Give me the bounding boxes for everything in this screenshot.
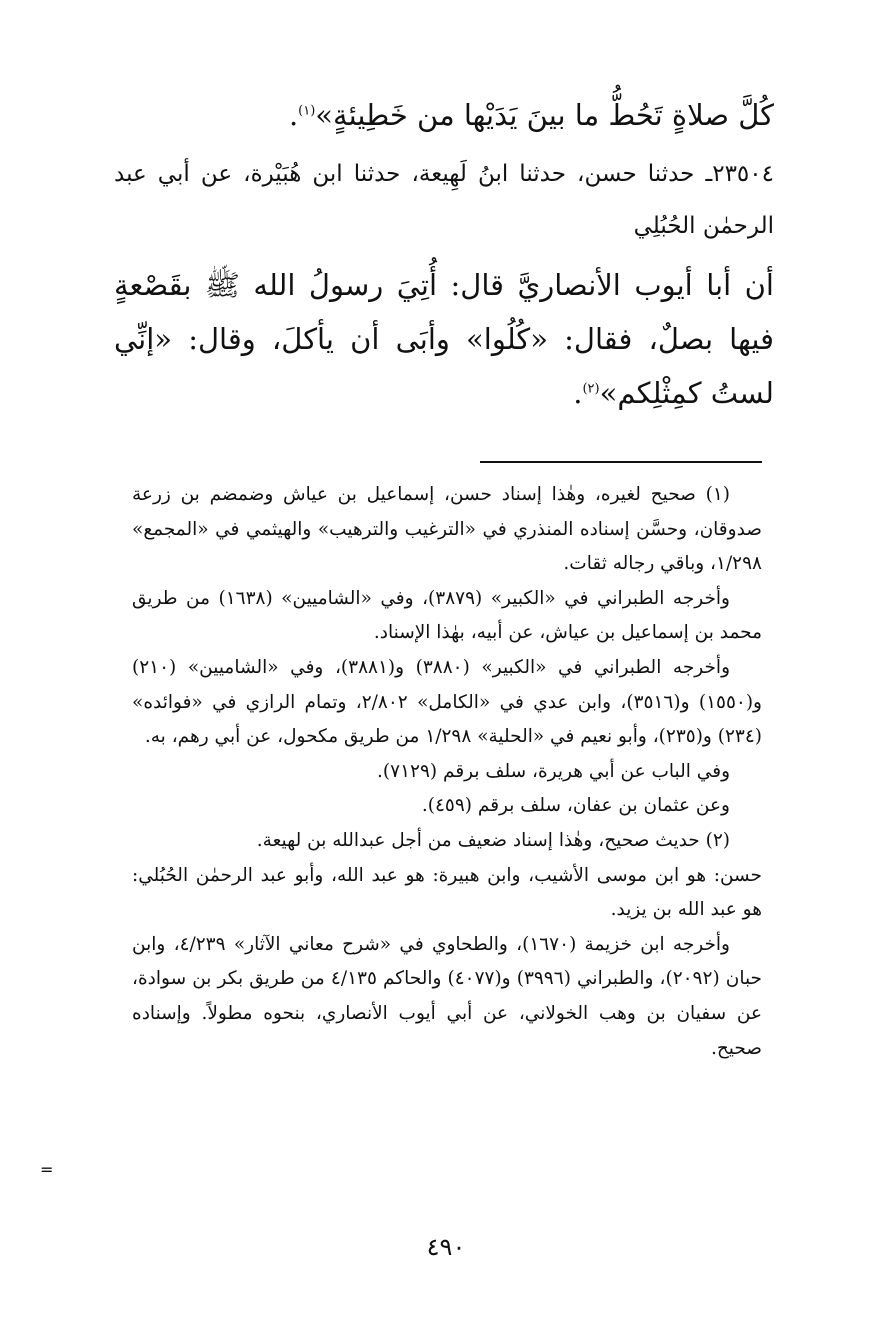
footnote-paragraph: وعن عثمان بن عفان، سلف برقم (٤٥٩). <box>421 795 730 817</box>
footnote-ref-2: (٢) <box>582 381 600 397</box>
hadith-chain: ٢٣٥٠٤ـ حدثنا حسن، حدثنا ابنُ لَهِيعة، حدثنا ابن هُبَيْرة، عن أبي عبد الرحمٰن الحُبُلِي <box>114 161 774 239</box>
footnote-paragraph: وأخرجه الطبراني في «الكبير» (٣٨٨٠) و(٣٨٨١)، وفي «الشاميين» (٢١٠) و(١٥٥٠) و(٣٥١٦)، وابن عدي في «الكامل» ٢/٨٠٢، وتمام الرازي في «فوائده» (٢٣٤) و(٢٣٥)، وأبو نعيم في «الحلية» ١/٢٩٨ من طريق مكحول، عن أبي رهم، به. <box>132 656 762 748</box>
footnote-paragraph: (١) صحيح لغيره، وهٰذا إسناد حسن، إسماعيل بن عياش وضمضم بن زرعة صدوقان، وحسَّن إسناده المنذري في «الترغيب والترهيب» والهيثمي في «المجمع» ١/٢٩٨، وباقي رجاله ثقات. <box>132 484 762 575</box>
footnote-separator <box>480 461 762 463</box>
hadith-ending-text: كُلَّ صلاةٍ تَحُطُّ ما بينَ يَدَيْها من خَطِيئةٍ» <box>315 98 774 132</box>
continuation-mark: = <box>40 1160 54 1179</box>
full-stop: . <box>288 98 299 132</box>
footnote-paragraph: وأخرجه ابن خزيمة (١٦٧٠)، والطحاوي في «شرح معاني الآثار» ٤/٢٣٩، وابن حبان (٢٠٩٢)، والطبراني (٣٩٩٦) و(٤٠٧٧) والحاكم ٤/١٣٥ من طريق بكر بن سوادة، عن سفيان بن وهب الخولاني، عن أبي أيوب الأنصاري، بنحوه مطولاً. وإسناده صحيح. <box>132 933 762 1059</box>
footnote-paragraph: وفي الباب عن أبي هريرة، سلف برقم (٧١٢٩). <box>377 760 730 782</box>
footnote-paragraph: حسن: هو ابن موسى الأشيب، وابن هبيرة: هو عبد الله، وأبو عبد الرحمٰن الحُبُلي: هو عبد الله بن يزيد. <box>132 864 762 921</box>
footnotes <box>132 478 762 1066</box>
hadith-body: أن أبا أيوب الأنصاريَّ قال: أُتِيَ رسولُ الله ﷺ بقَصْعةٍ فيها بصلٌ، فقال: «كُلُوا» وأبَى أن يأكلَ، وقال: «إنِّي لستُ كمِثْلِكم» <box>114 268 774 410</box>
footnote-paragraph: وأخرجه الطبراني في «الكبير» (٣٨٧٩)، وفي «الشاميين» (١٦٣٨) من طريق محمد بن إسماعيل بن عياش، عن أبيه، بهٰذا الإسناد. <box>132 587 762 644</box>
page-number: ٤٩٠ <box>426 1233 466 1261</box>
hadith-body-paragraph <box>114 258 774 420</box>
footnote-paragraph: (٢) حديث صحيح، وهٰذا إسناد ضعيف من أجل عبدالله بن لهيعة. <box>256 829 730 851</box>
full-stop: . <box>573 376 583 410</box>
footnote-ref-1: (١) <box>298 103 316 119</box>
main-text-line <box>114 88 774 146</box>
main-text <box>114 88 774 420</box>
